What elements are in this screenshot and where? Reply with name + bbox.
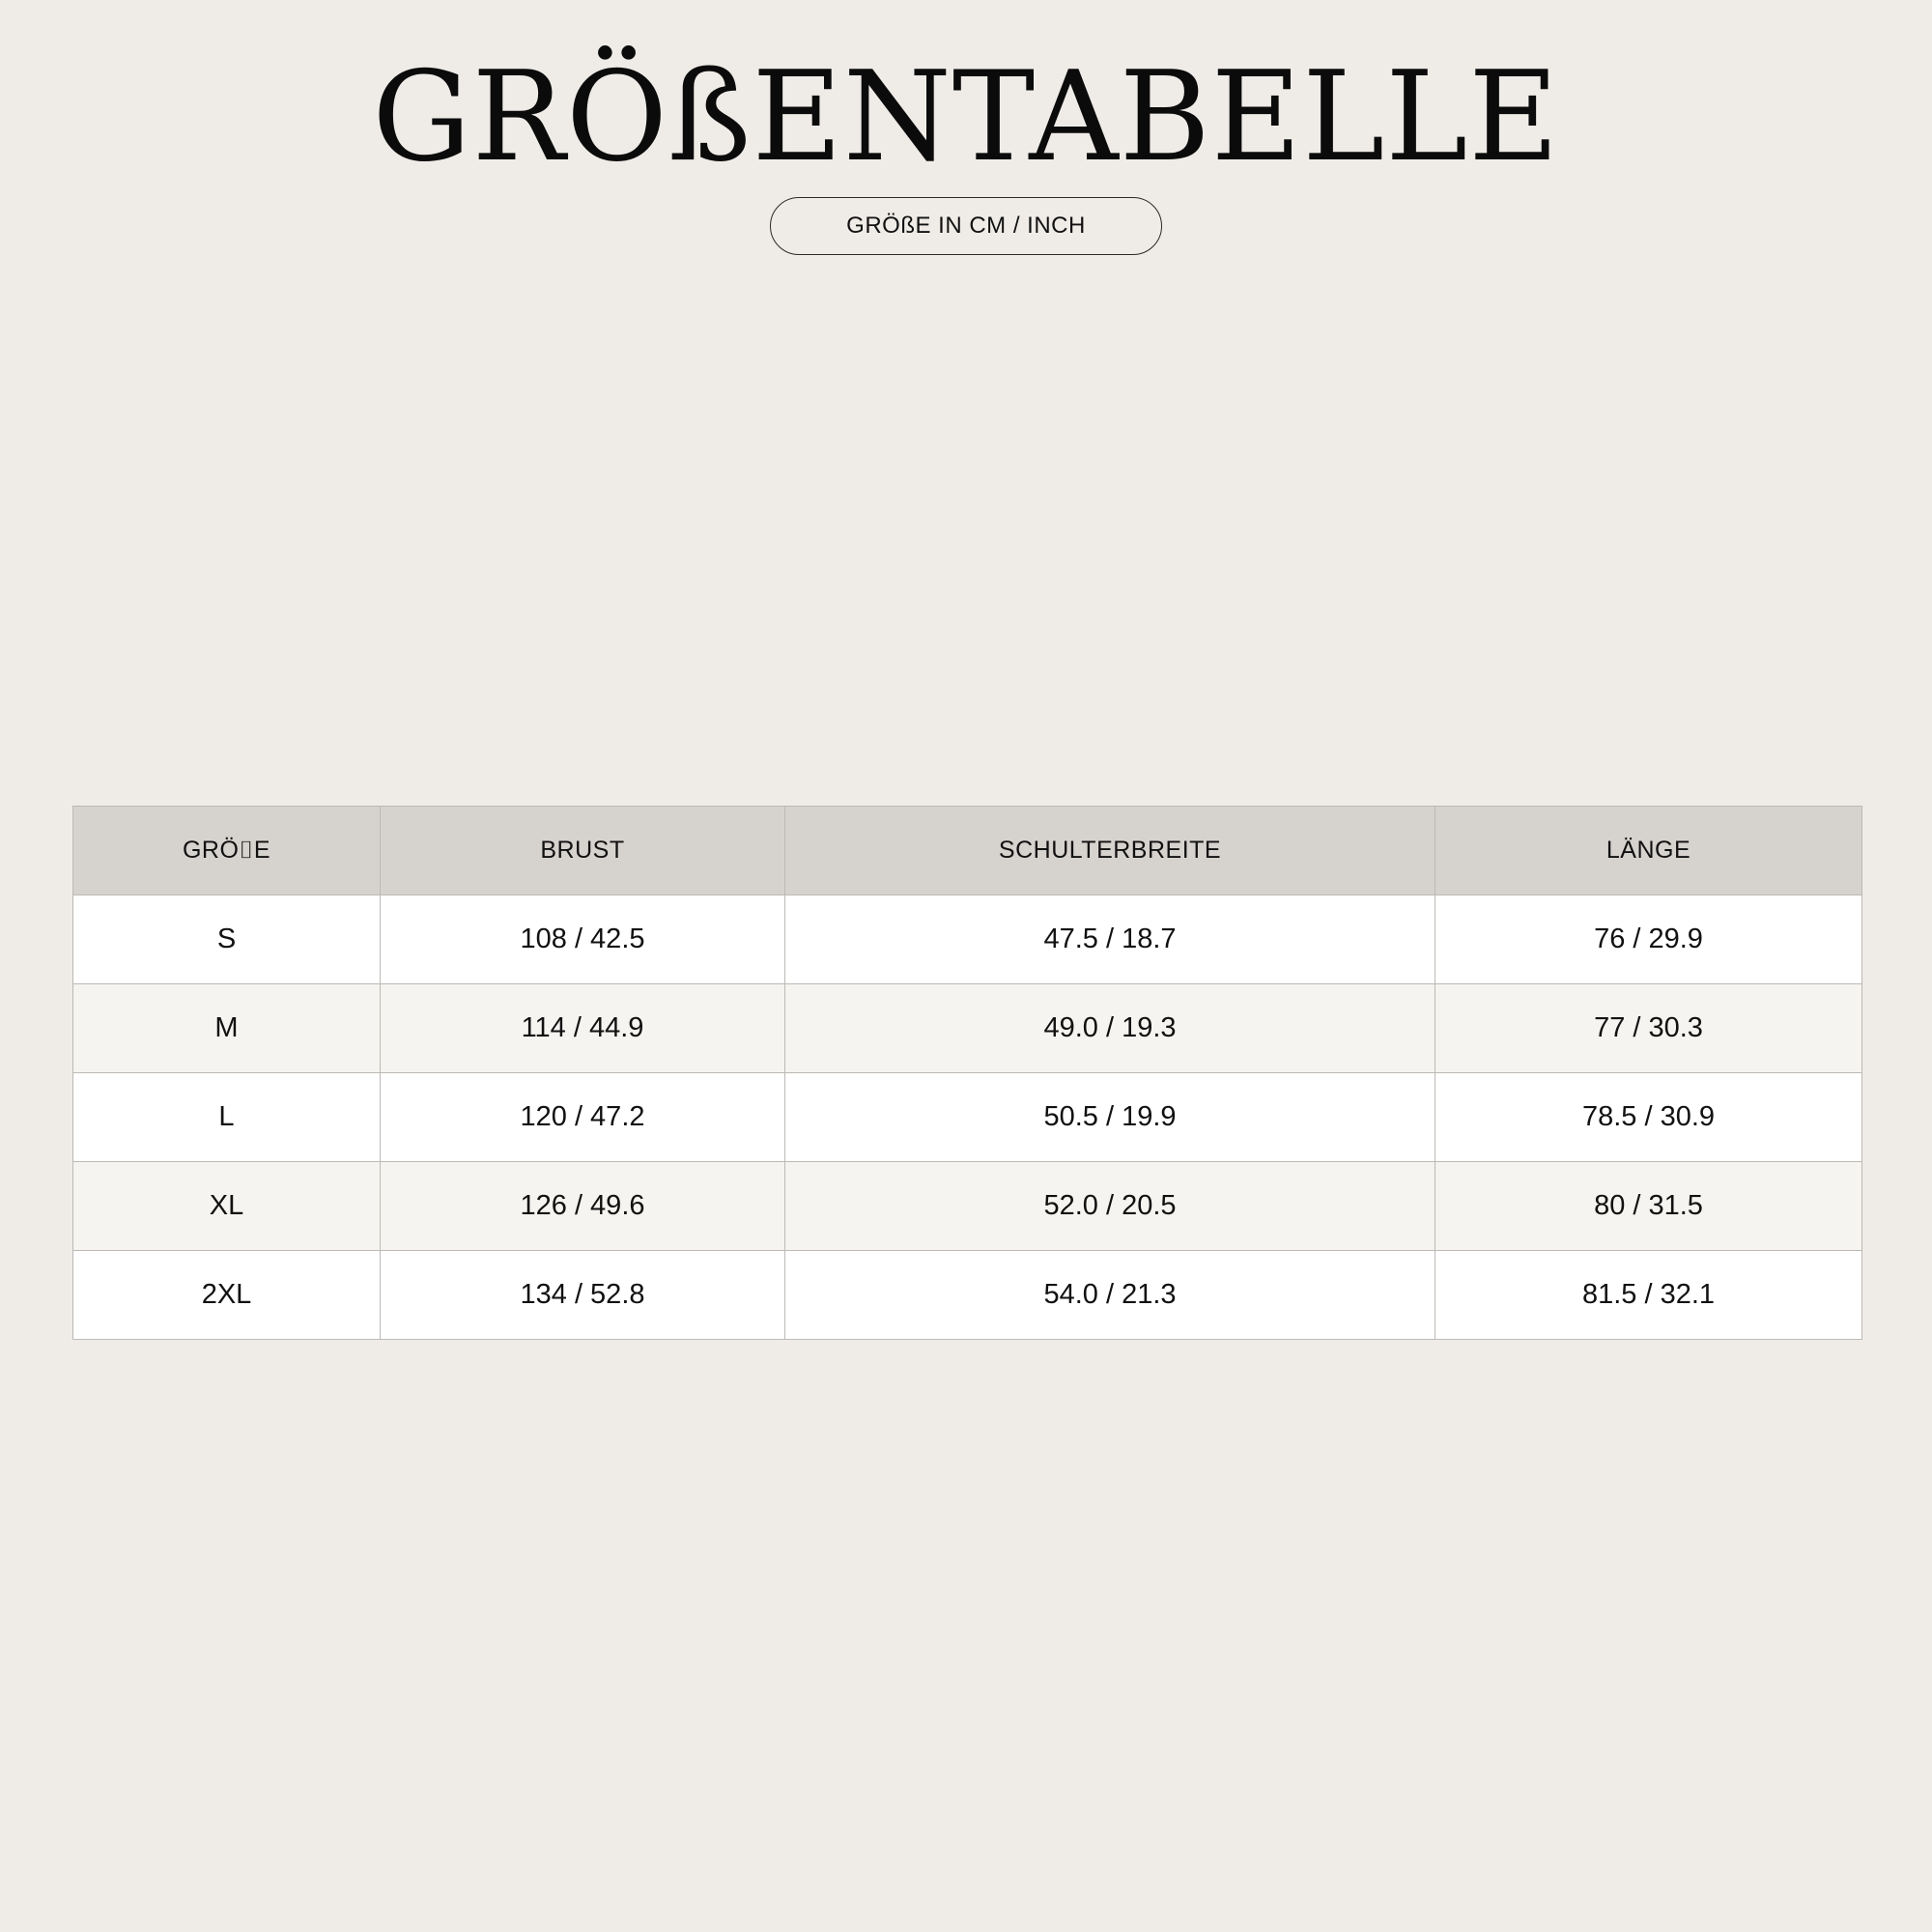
cell-length: 78.5 / 30.9 [1435, 1073, 1862, 1162]
cell-shoulder-width: 47.5 / 18.7 [785, 895, 1435, 984]
cell-size: M [73, 984, 381, 1073]
table-row [73, 984, 1862, 1073]
cell-length: 81.5 / 32.1 [1435, 1251, 1862, 1340]
header-row [73, 807, 1862, 895]
cell-chest: 108 / 42.5 [381, 895, 785, 984]
cell-chest: 126 / 49.6 [381, 1162, 785, 1251]
unit-badge: GRÖßE IN CM / INCH [770, 197, 1162, 255]
table-header [73, 807, 1862, 895]
cell-size: L [73, 1073, 381, 1162]
header-chest: BRUST [381, 807, 785, 895]
cell-size: XL [73, 1162, 381, 1251]
cell-length: 76 / 29.9 [1435, 895, 1862, 984]
cell-length: 77 / 30.3 [1435, 984, 1862, 1073]
table-row [73, 1251, 1862, 1340]
cell-chest: 120 / 47.2 [381, 1073, 785, 1162]
table-row [73, 895, 1862, 984]
size-table [72, 806, 1862, 1340]
header-size: GRÖ⌷E [73, 807, 381, 895]
table-row [73, 1073, 1862, 1162]
table-row [73, 1162, 1862, 1251]
cell-chest: 134 / 52.8 [381, 1251, 785, 1340]
cell-chest: 114 / 44.9 [381, 984, 785, 1073]
page-title: GRÖßENTABELLE [372, 45, 1560, 189]
cell-length: 80 / 31.5 [1435, 1162, 1862, 1251]
cell-size: 2XL [73, 1251, 381, 1340]
header-shoulder-width: SCHULTERBREITE [785, 807, 1435, 895]
cell-shoulder-width: 50.5 / 19.9 [785, 1073, 1435, 1162]
table-body [73, 895, 1862, 1340]
header-length: LÄNGE [1435, 807, 1862, 895]
cell-shoulder-width: 52.0 / 20.5 [785, 1162, 1435, 1251]
cell-size: S [73, 895, 381, 984]
cell-shoulder-width: 54.0 / 21.3 [785, 1251, 1435, 1340]
cell-shoulder-width: 49.0 / 19.3 [785, 984, 1435, 1073]
